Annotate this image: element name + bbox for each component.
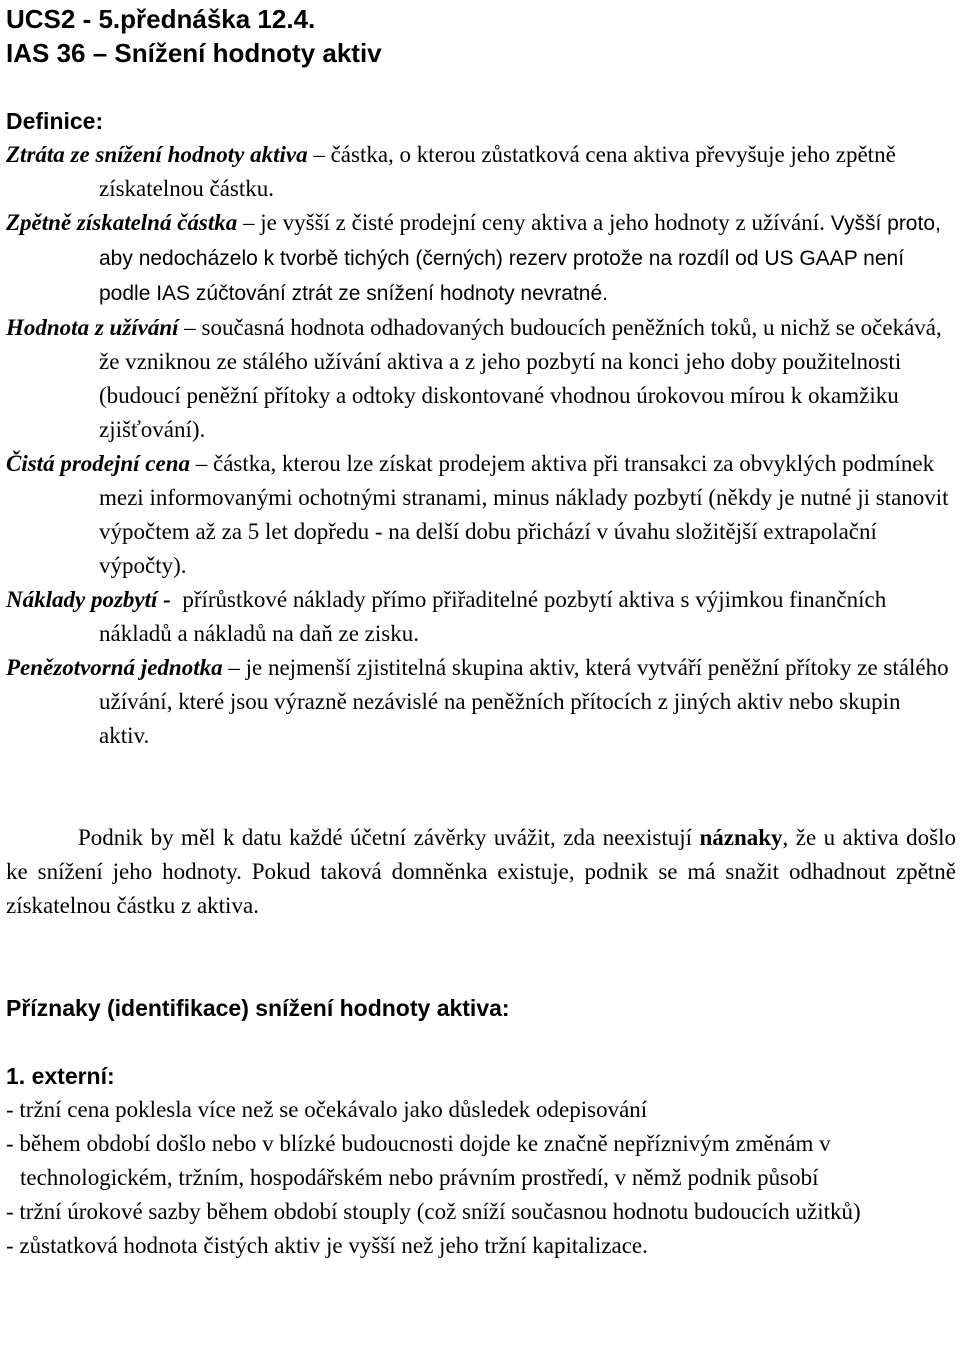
definition-text: částka, o kterou zůstatková cena aktiva převyšuje jeho zpětně získatelnou částku. — [99, 142, 896, 201]
definition-dash: – — [190, 451, 214, 476]
definition-term: Náklady pozbytí - — [6, 587, 171, 612]
definition-text: přírůstkové náklady přímo přiřaditelné pozbytí aktiva s výjimkou finančních nákladů a nákladů na daň ze zisku. — [99, 587, 887, 646]
paragraph-bold-term: náznaky — [699, 825, 783, 850]
definition-term: Ztráta ze snížení hodnoty aktiva — [6, 142, 308, 167]
definition-dash: – — [237, 210, 261, 235]
definitions-heading: Definice: — [6, 108, 104, 134]
list-item: - tržní úrokové sazby během období stouply (což sníží současnou hodnotu budoucích užitků) — [6, 1199, 861, 1224]
symptoms-list — [6, 1093, 956, 1263]
definition-dash: – — [222, 655, 246, 680]
spacer — [6, 753, 956, 821]
list-item: - zůstatková hodnota čistých aktiv je vyšší než jeho tržní kapitalizace. — [6, 1233, 648, 1258]
paragraph-text: , že u aktiva došlo ke snížení jeho hodnoty. Pokud taková domněnka existuje, podnik se má snažit odhadnout zpětně získatelnou částku z aktiva. — [6, 825, 956, 918]
definitions-list — [6, 138, 956, 753]
definition-text: současná hodnota odhadovaných budoucích peněžních toků, u nichž se očekává, že vzniknou ze stálého užívání aktiva a z jeho pozbytí na konci jeho doby použitelnosti (budoucí peněžní přítoky a odtoky diskontované vhodnou úrokovou mírou k okamžiku zjišťování). — [99, 315, 942, 442]
external-heading: 1. externí: — [6, 1063, 115, 1089]
definition-dash — [171, 587, 183, 612]
definition-item — [6, 138, 956, 206]
definition-term: Čistá prodejní cena — [6, 451, 191, 476]
definition-text: je nejmenší zjistitelná skupina aktiv, která vytváří peněžní přítoky ze stálého užívání, které jsou výrazně nezávislé na peněžních přítocích z jiných aktiv nebo skupin aktiv. — [99, 655, 949, 748]
list-item: - tržní cena poklesla více než se očekávalo jako důsledek odepisování — [6, 1097, 648, 1122]
definition-item — [6, 583, 956, 651]
definition-item — [6, 651, 956, 753]
definition-term: Zpětně získatelná částka — [6, 210, 238, 235]
paragraph-text: Podnik by měl k datu každé účetní závěrky uvážit, zda neexistují — [78, 825, 700, 850]
definition-item — [6, 206, 956, 311]
definition-item — [6, 311, 956, 447]
definition-dash: – — [307, 142, 331, 167]
definition-term: Penězotvorná jednotka — [6, 655, 223, 680]
lecture-title: UCS2 - 5.přednáška 12.4. — [6, 4, 316, 34]
definition-dash: – — [178, 315, 202, 340]
definition-term: Hodnota z užívání — [6, 315, 179, 340]
definition-text: je vyšší z čisté prodejní ceny aktiva a jeho hodnoty z užívání. — [260, 210, 825, 235]
spacer — [6, 1025, 956, 1059]
list-item: - během období došlo nebo v blízké budoucnosti dojde ke značně nepříznivým změnám v technologickém, tržním, hospodářském nebo právním prostředí, v němž podnik působí — [6, 1131, 831, 1190]
definition-item — [6, 447, 956, 583]
symptoms-heading: Příznaky (identifikace) snížení hodnoty aktiva: — [6, 995, 510, 1021]
definition-note: Vyšší proto, aby nedocházelo k tvorbě tichých (černých) rezerv protože na rozdíl od US GAAP není podle IAS zúčtování ztrát ze snížení hodnoty nevratné. — [99, 212, 941, 305]
spacer — [6, 70, 956, 104]
document-page — [6, 2, 956, 1263]
spacer — [6, 923, 956, 991]
definition-text: částka, kterou lze získat prodejem aktiva při transakci za obvyklých podmínek mezi informovanými ochotnými stranami, minus náklady pozbytí (někdy je nutné ji stanovit výpočtem až za 5 let dopředu - na delší dobu přichází v úvahu složitější extrapolační výpočty). — [99, 451, 949, 578]
document-title: IAS 36 – Snížení hodnoty aktiv — [6, 38, 382, 68]
body-paragraph — [6, 821, 956, 923]
